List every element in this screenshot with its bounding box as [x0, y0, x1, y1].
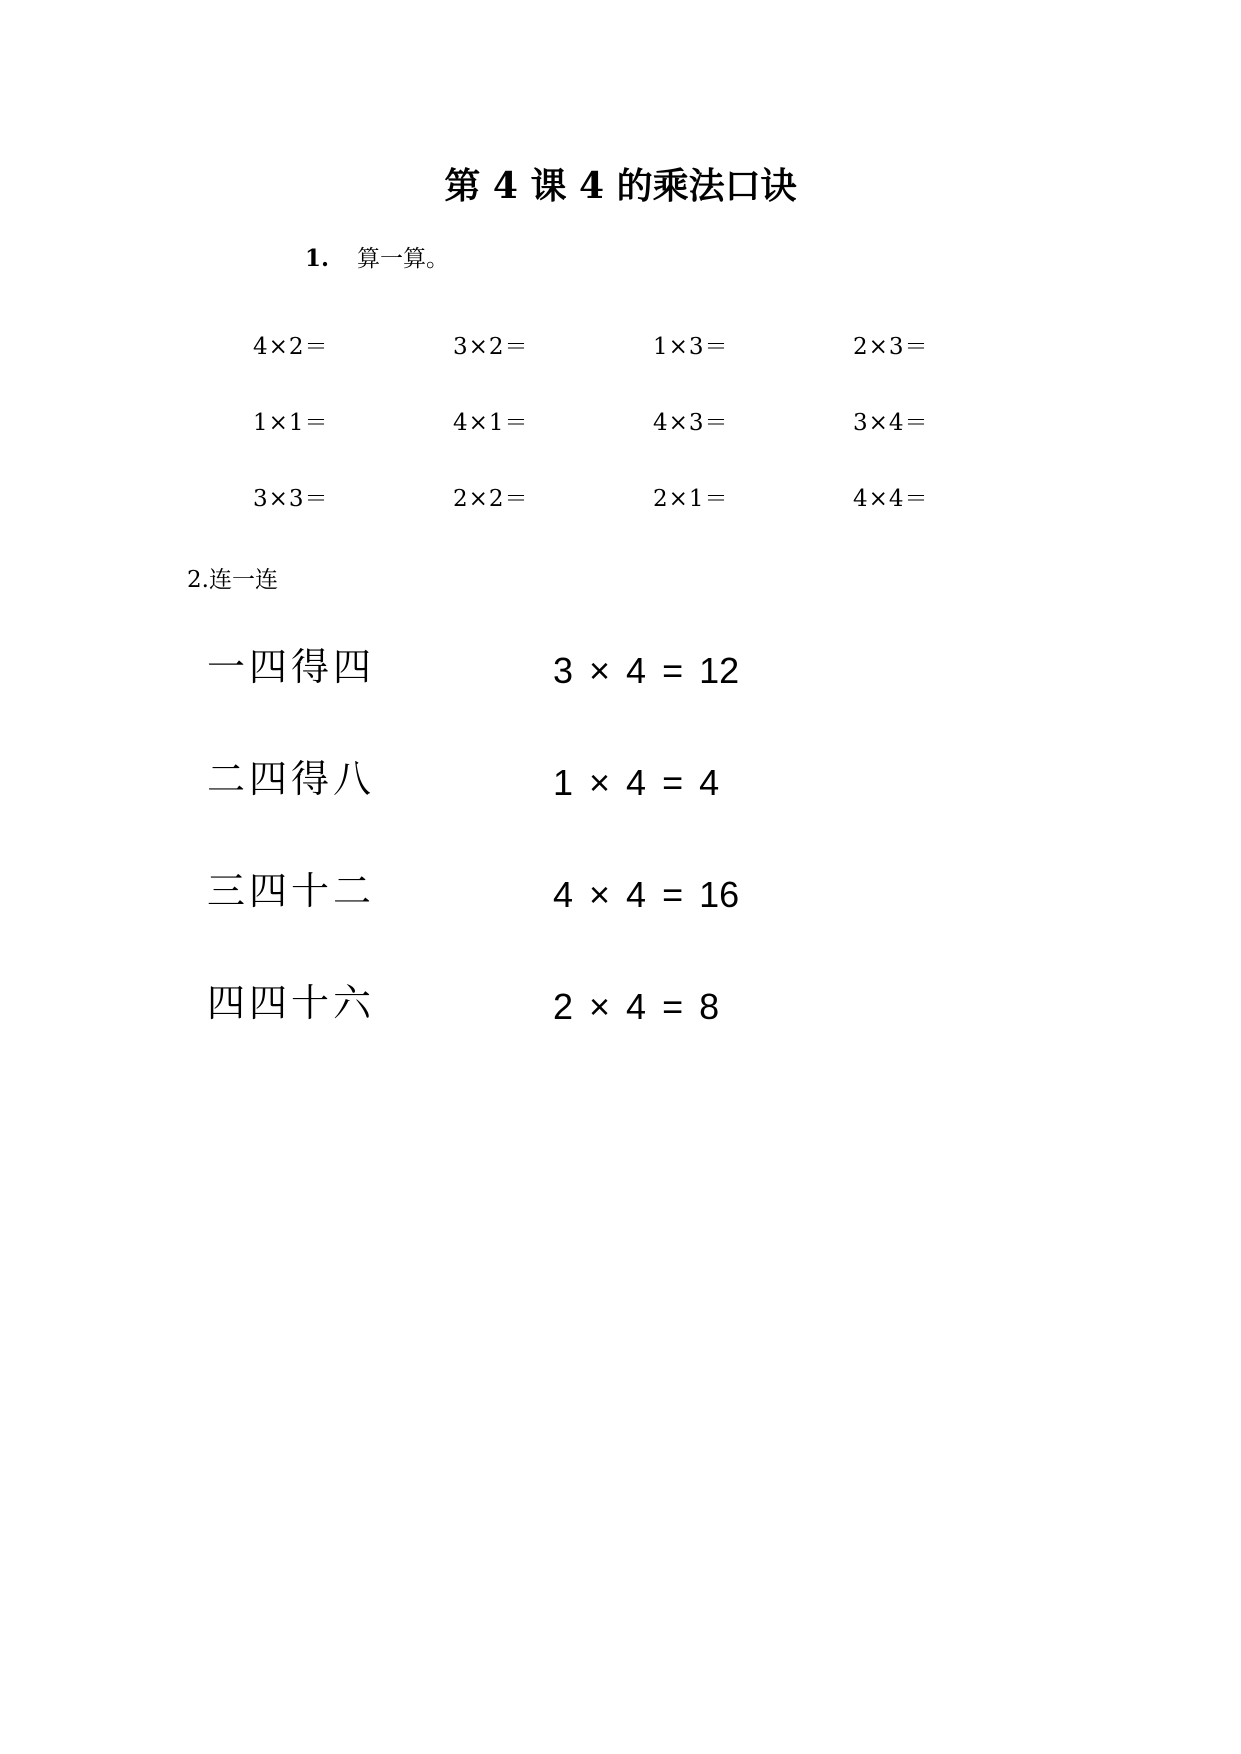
section2-heading: 2.连一连 — [187, 567, 278, 593]
section1-heading — [305, 242, 449, 276]
equation: 3×2＝ — [453, 334, 529, 360]
equation: 4×2＝ — [253, 334, 329, 360]
page-title: 第 4 课 4 的乘法口诀 — [444, 165, 797, 207]
equation: 2×2＝ — [453, 486, 529, 512]
equation: 2×3＝ — [853, 334, 929, 360]
equation-row — [253, 406, 1053, 482]
equation: 1×3＝ — [653, 334, 729, 360]
equation-grid — [253, 330, 1053, 558]
multiplication-rhyme: 二四得八 — [207, 757, 376, 801]
equation: 3×4＝ — [853, 410, 929, 436]
match-right-column — [553, 642, 739, 1094]
equation: 2×1＝ — [653, 486, 729, 512]
multiplication-equation: 2 × 4 = 8 — [553, 986, 720, 1027]
multiplication-rhyme: 一四得四 — [207, 645, 376, 689]
section1-label: 算一算。 — [357, 246, 450, 272]
equation: 1×1＝ — [253, 410, 329, 436]
multiplication-rhyme: 四四十六 — [207, 981, 376, 1025]
equation: 3×3＝ — [253, 486, 329, 512]
multiplication-equation: 1 × 4 = 4 — [553, 762, 720, 803]
equation-row — [253, 482, 1053, 558]
equation: 4×1＝ — [453, 410, 529, 436]
equation: 4×3＝ — [653, 410, 729, 436]
equation: 4×4＝ — [853, 486, 929, 512]
match-left-column — [207, 642, 375, 1090]
equation-row — [253, 330, 1053, 406]
multiplication-equation: 4 × 4 = 16 — [553, 874, 740, 915]
multiplication-equation: 3 × 4 = 12 — [553, 650, 740, 691]
multiplication-rhyme: 三四十二 — [207, 869, 376, 913]
section1-number: 1. — [305, 245, 330, 272]
